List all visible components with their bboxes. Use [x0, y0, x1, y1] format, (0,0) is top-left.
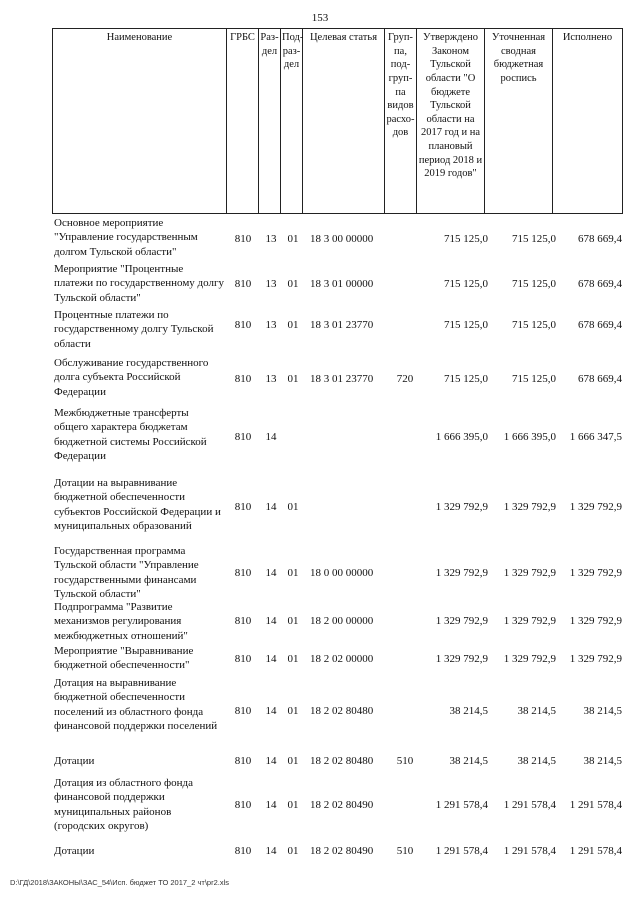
row-razdel: 13: [265, 233, 277, 245]
row-podrazdel: 01: [287, 319, 299, 331]
page-number: 153: [311, 12, 329, 24]
row-razdel: 14: [265, 755, 277, 767]
row-podrazdel: 01: [287, 615, 299, 627]
row-razdel: 14: [265, 705, 277, 717]
row-razdel: 14: [265, 799, 277, 811]
header-vr: Груп-па, под-груп-па видов расхо-дов: [385, 29, 417, 214]
row-razdel: 14: [265, 845, 277, 857]
row-podrazdel: 01: [287, 845, 299, 857]
row-name: Дотации на выравнивание бюджетной обеспеченности субъектов Российской Федерации и муниципальных образований: [54, 477, 221, 532]
header-name: Наименование: [53, 29, 227, 214]
header-razdel: Раз-дел: [259, 29, 281, 214]
row-grbs: 810: [234, 653, 252, 665]
row-vr: 510: [396, 755, 414, 767]
row-target: 18 3 01 00000: [310, 278, 374, 290]
row-podrazdel: 01: [287, 373, 299, 385]
row-grbs: 810: [234, 431, 252, 443]
row-name: Подпрограмма "Развитие механизмов регулирования межбюджетных отношений": [54, 601, 188, 642]
row-refined: 715 125,0: [512, 233, 556, 245]
row-approved: 1 329 792,9: [435, 501, 488, 513]
row-name: Мероприятие "Процентные платежи по государственному долгу Тульской области": [54, 263, 225, 304]
header-approved: Утверждено Законом Тульской области "О бюджете Тульской области на 2017 год и на плановый период 2018 и 2019 годов": [417, 29, 485, 214]
row-grbs: 810: [234, 615, 252, 627]
row-executed: 1 329 792,9: [569, 567, 622, 579]
row-podrazdel: 01: [287, 653, 299, 665]
row-name: Дотация из областного фонда финансовой поддержки муниципальных районов (городских округов): [54, 777, 193, 832]
row-executed: 678 669,4: [578, 319, 622, 331]
row-approved: 1 291 578,4: [435, 799, 488, 811]
row-name: Дотации: [54, 845, 95, 857]
row-approved: 1 291 578,4: [435, 845, 488, 857]
row-grbs: 810: [234, 799, 252, 811]
row-name: Процентные платежи по государственному долгу Тульской области: [54, 309, 214, 350]
row-vr: 510: [396, 845, 414, 857]
row-vr: 720: [396, 373, 414, 385]
row-grbs: 810: [234, 501, 252, 513]
row-target: 18 2 02 80490: [310, 845, 374, 857]
row-executed: 678 669,4: [578, 278, 622, 290]
row-razdel: 14: [265, 567, 277, 579]
row-podrazdel: 01: [287, 501, 299, 513]
row-approved: 715 125,0: [444, 319, 488, 331]
row-name: Основное мероприятие "Управление государственным долгом Тульской области": [54, 217, 198, 258]
header-executed: Исполнено: [553, 29, 623, 214]
row-executed: 1 291 578,4: [569, 845, 622, 857]
row-name: Обслуживание государственного долга субъекта Российской Федерации: [54, 357, 209, 398]
row-refined: 1 329 792,9: [503, 653, 556, 665]
table-header: [52, 28, 623, 214]
row-approved: 1 329 792,9: [435, 567, 488, 579]
row-target: 18 2 02 80490: [310, 799, 374, 811]
row-target: 18 3 01 23770: [310, 319, 374, 331]
row-executed: 38 214,5: [583, 705, 622, 717]
row-podrazdel: 01: [287, 705, 299, 717]
row-name: Государственная программа Тульской области "Управление государственными финансами Тульской области": [54, 545, 199, 600]
row-executed: 38 214,5: [583, 755, 622, 767]
row-razdel: 13: [265, 278, 277, 290]
row-refined: 1 291 578,4: [503, 845, 556, 857]
row-grbs: 810: [234, 567, 252, 579]
row-target: 18 2 02 80480: [310, 705, 374, 717]
row-refined: 1 329 792,9: [503, 615, 556, 627]
row-grbs: 810: [234, 705, 252, 717]
row-razdel: 13: [265, 319, 277, 331]
row-executed: 1 329 792,9: [569, 615, 622, 627]
row-razdel: 14: [265, 431, 277, 443]
row-approved: 1 666 395,0: [435, 431, 488, 443]
row-executed: 1 329 792,9: [569, 501, 622, 513]
row-approved: 38 214,5: [449, 755, 488, 767]
row-razdel: 13: [265, 373, 277, 385]
row-grbs: 810: [234, 233, 252, 245]
row-razdel: 14: [265, 501, 277, 513]
row-grbs: 810: [234, 755, 252, 767]
row-target: 18 3 01 23770: [310, 373, 374, 385]
row-grbs: 810: [234, 278, 252, 290]
row-executed: 1 329 792,9: [569, 653, 622, 665]
row-razdel: 14: [265, 653, 277, 665]
file-path-footer: D:\ГД\2018\ЗАКОНЫ\ЗАС_54\Исп. бюджет ТО 2017_2 чт\pr2.xls: [10, 878, 229, 887]
row-podrazdel: 01: [287, 755, 299, 767]
row-approved: 715 125,0: [444, 278, 488, 290]
row-approved: 715 125,0: [444, 373, 488, 385]
row-executed: 1 291 578,4: [569, 799, 622, 811]
header-grbs: ГРБС: [227, 29, 259, 214]
row-target: 18 0 00 00000: [310, 567, 374, 579]
row-name: Межбюджетные трансферты общего характера бюджетам бюджетной системы Российской Федерации: [54, 407, 207, 462]
row-razdel: 14: [265, 615, 277, 627]
row-name: Мероприятие "Выравнивание бюджетной обеспеченности": [54, 645, 194, 672]
row-refined: 715 125,0: [512, 278, 556, 290]
row-target: 18 2 02 80480: [310, 755, 374, 767]
row-grbs: 810: [234, 319, 252, 331]
header-target: Целевая статья: [303, 29, 385, 214]
header-podrazdel: Под-раз-дел: [281, 29, 303, 214]
row-executed: 678 669,4: [578, 373, 622, 385]
row-refined: 1 666 395,0: [503, 431, 556, 443]
row-name: Дотация на выравнивание бюджетной обеспеченности поселений из областного фонда финансовой поддержки поселений: [54, 677, 218, 732]
row-refined: 1 329 792,9: [503, 501, 556, 513]
row-podrazdel: 01: [287, 799, 299, 811]
row-executed: 1 666 347,5: [569, 431, 622, 443]
row-grbs: 810: [234, 373, 252, 385]
row-podrazdel: 01: [287, 567, 299, 579]
row-target: 18 2 02 00000: [310, 653, 374, 665]
row-refined: 38 214,5: [517, 755, 556, 767]
row-executed: 678 669,4: [578, 233, 622, 245]
row-grbs: 810: [234, 845, 252, 857]
row-refined: 1 291 578,4: [503, 799, 556, 811]
row-refined: 1 329 792,9: [503, 567, 556, 579]
row-target: 18 2 00 00000: [310, 615, 374, 627]
row-refined: 715 125,0: [512, 373, 556, 385]
row-podrazdel: 01: [287, 233, 299, 245]
row-target: 18 3 00 00000: [310, 233, 374, 245]
row-name: Дотации: [54, 755, 95, 767]
row-approved: 1 329 792,9: [435, 653, 488, 665]
row-approved: 715 125,0: [444, 233, 488, 245]
row-approved: 1 329 792,9: [435, 615, 488, 627]
row-podrazdel: 01: [287, 278, 299, 290]
row-refined: 715 125,0: [512, 319, 556, 331]
row-approved: 38 214,5: [449, 705, 488, 717]
header-refined: Уточненная сводная бюджетная роспись: [485, 29, 553, 214]
row-refined: 38 214,5: [517, 705, 556, 717]
